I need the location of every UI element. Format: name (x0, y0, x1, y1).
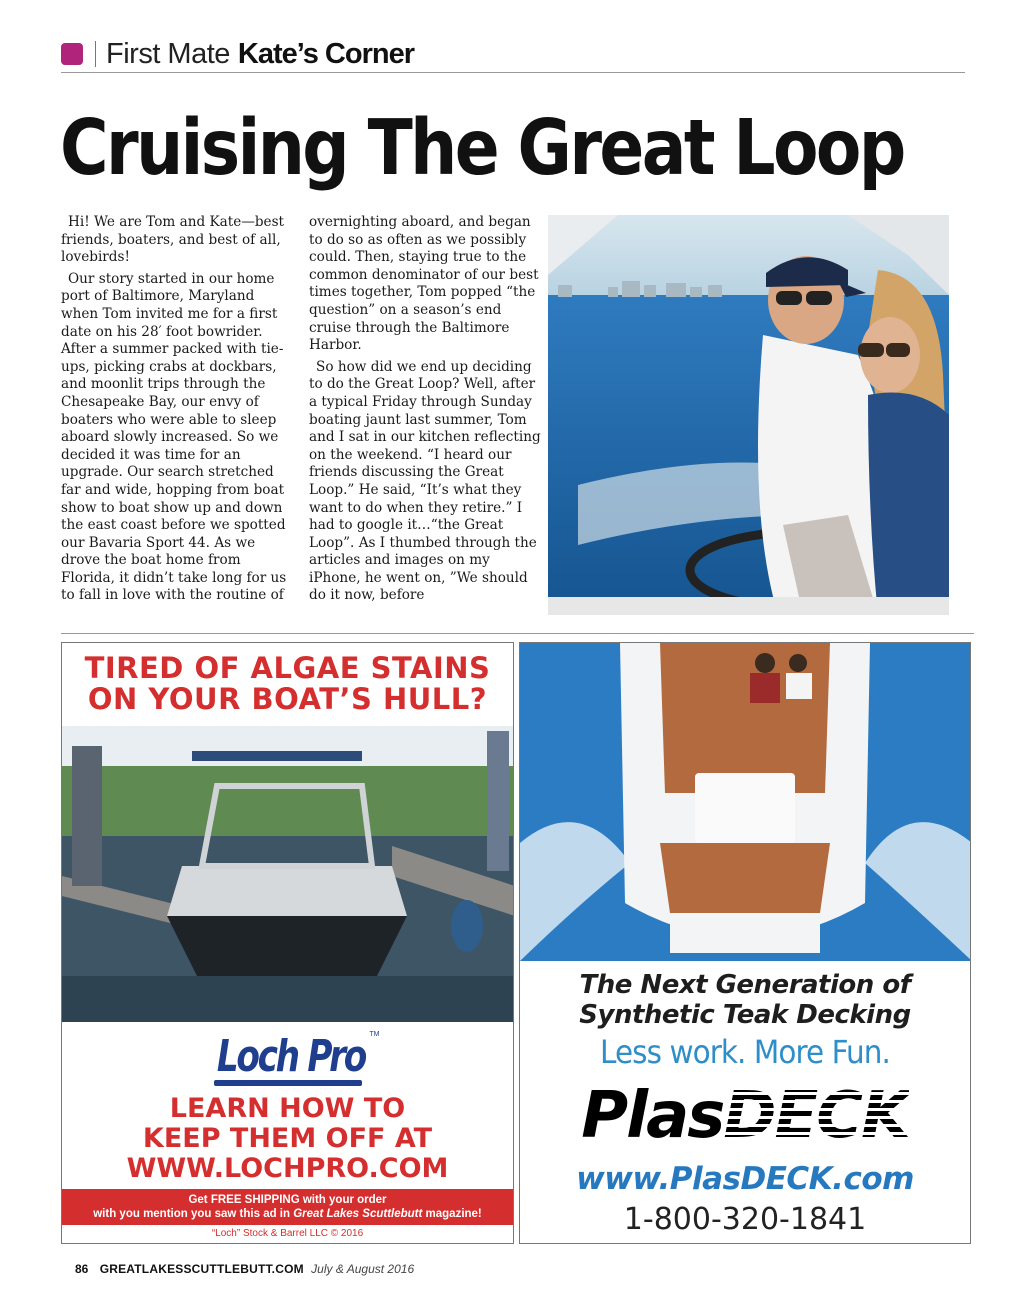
section-name: Kate’s Corner (237, 37, 415, 70)
section-rule (61, 633, 974, 634)
ad-headline-line: TIRED OF ALGAE STAINS (84, 651, 491, 685)
ad-headline-line: Synthetic Teak Decking (579, 1000, 911, 1030)
couple-on-boat-illustration (548, 215, 949, 615)
ad-headline-line: ON YOUR BOAT’S HULL? (87, 682, 488, 716)
lochpro-url[interactable]: WWW.LOCHPRO.COM (126, 1153, 449, 1184)
article-title: Cruising The Great Loop (60, 104, 904, 193)
footer-issue: July & August 2016 (311, 1262, 415, 1276)
page-footer (75, 1262, 414, 1276)
section-label: First Mate (106, 37, 230, 70)
ad-headline-line: The Next Generation of (579, 970, 911, 1000)
page-number: 86 (75, 1262, 89, 1276)
banner-line (62, 1207, 513, 1221)
lochpro-logo-text: Loch Pro (216, 1031, 365, 1082)
article-paragraph: Hi! We are Tom and Kate—best friends, boaters, and best of all, lovebirds! (61, 214, 285, 266)
free-shipping-banner (62, 1189, 513, 1225)
article-paragraph: Our story started in our home port of Baltimore, Maryland when Tom invited me for a first date on his 28′ foot bowrider. After a summer packed with tie-ups, picking crabs at dockbars, and moonlit trips through the Chesapeake Bay, our envy of boaters who were able to sleep aboard slowly increased. So we decided it was time for an upgrade. Our search stretched far and wide, hopping from boat show to boat show up and down the east coast before we spotted our Bavaria Sport 44. As we drove the boat home from Florida, it didn’t take long for us to fall in love with the routine of (61, 270, 287, 604)
boat-at-dock-illustration (62, 726, 514, 1022)
lochpro-logo (62, 1031, 513, 1086)
article-paragraph: overnighting aboard, and began to do so as often as we possibly could. Then, staying true to the common denominator of our best times together, Tom popped “the question” on a season’s end cruise through the Baltimore Harbor. (309, 214, 539, 354)
plasdeck-ad[interactable] (519, 642, 971, 1244)
boat-hull-photo (62, 726, 514, 1022)
ad-call-to-action (62, 1094, 513, 1184)
ad-headline (520, 970, 970, 1030)
plasdeck-logo-part: DECK (723, 1079, 909, 1153)
boat-deck-photo (520, 643, 971, 961)
plasdeck-phone[interactable]: 1-800-320-1841 (623, 1202, 867, 1237)
ad-tagline: Less work. More Fun. (600, 1033, 890, 1071)
banner-text: with you mention you saw this ad in (93, 1208, 294, 1220)
magazine-name: Great Lakes Scuttlebutt (293, 1208, 423, 1220)
hero-photo (548, 215, 949, 615)
banner-text: magazine! (422, 1208, 482, 1220)
cta-line: LEARN HOW TO (169, 1093, 406, 1124)
plasdeck-logo (520, 1079, 970, 1153)
boat-top-view-illustration (520, 643, 971, 961)
article-column-2 (309, 214, 541, 609)
ad-copyright: “Loch” Stock & Barrel LLC © 2016 (211, 1228, 364, 1239)
plasdeck-logo-part: Plas (581, 1079, 724, 1153)
section-color-tab (61, 43, 83, 65)
plasdeck-url[interactable]: www.PlasDECK.com (576, 1161, 914, 1197)
article-column-1 (61, 214, 293, 609)
section-header (61, 34, 965, 74)
header-rule (61, 72, 965, 73)
trademark-mark: TM (369, 1031, 380, 1038)
footer-site[interactable]: GREATLAKESSCUTTLEBUTT.COM (99, 1262, 304, 1276)
header-divider (95, 41, 96, 67)
cta-line: KEEP THEM OFF AT (142, 1123, 433, 1154)
lochpro-ad[interactable] (61, 642, 514, 1244)
banner-line: Get FREE SHIPPING with your order (188, 1194, 387, 1206)
article-paragraph: So how did we end up deciding to do the Great Loop? Well, after a typical Friday through Sunday boating jaunt last summer, Tom and I sat in our kitchen reflecting on the weekend. “I heard our friends discussing the Great Loop.” He said, “It’s what they want to do when they retire.” I had to google it…“the Great Loop”. As I thumbed through the articles and images on my iPhone, he went on, ”We should do it now, before (309, 358, 541, 604)
ad-headline (62, 653, 513, 715)
